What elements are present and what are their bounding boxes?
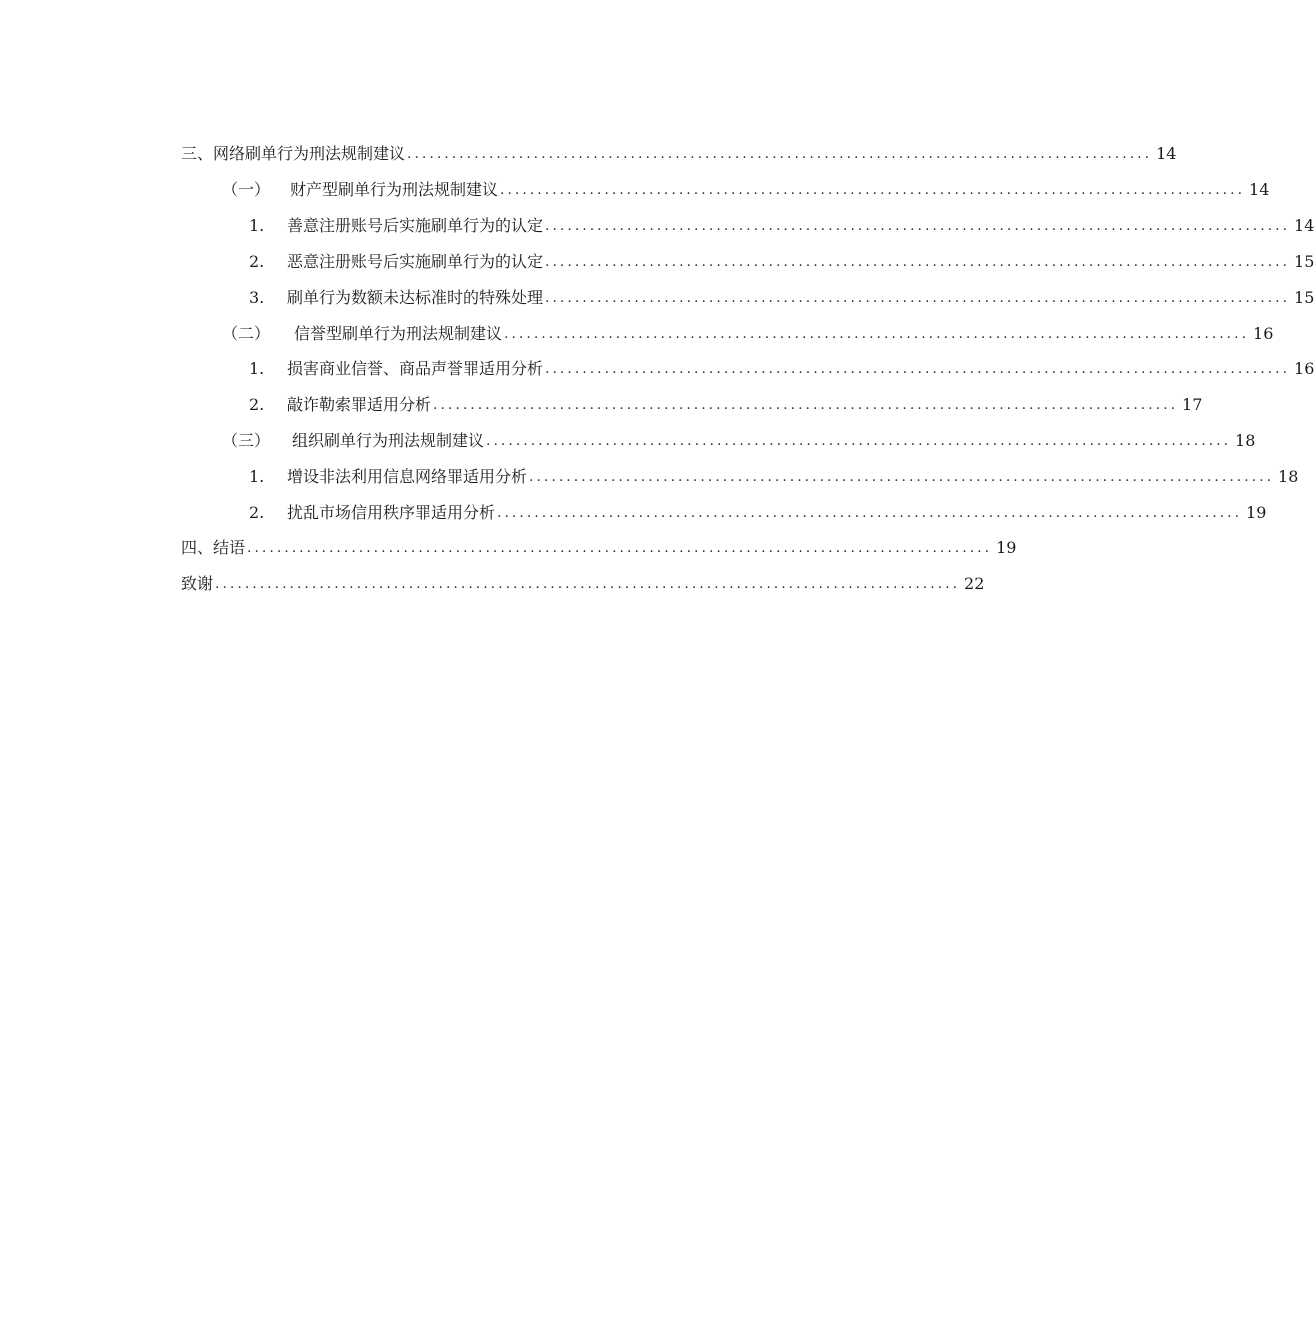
- toc-entry-page: 15: [1294, 252, 1314, 271]
- toc-leader-dots: ....................................................................................................: [433, 397, 1179, 413]
- toc-entry-section-4[interactable]: [181, 532, 1017, 558]
- toc-entry-title: 善意注册账号后实施刷单行为的认定: [287, 216, 544, 235]
- toc-entry-title: 扰乱市场信用秩序罪适用分析: [287, 503, 496, 522]
- toc-entry-title: 致谢: [181, 574, 214, 593]
- toc-entry-subsection-3-3[interactable]: [222, 425, 1256, 451]
- toc-entry-section-3[interactable]: [181, 138, 1177, 164]
- toc-entry-page: 14: [1249, 180, 1270, 199]
- toc-entry-title: 损害商业信誉、商品声誉罪适用分析: [287, 359, 544, 378]
- toc-leader-dots: ....................................................................................................: [545, 218, 1291, 234]
- toc-leader-dots: ....................................................................................................: [407, 146, 1153, 162]
- toc-entry-page: 16: [1294, 359, 1314, 378]
- toc-entry-title: 增设非法利用信息网络罪适用分析: [287, 467, 528, 486]
- toc-entry-number: 3.: [249, 288, 265, 307]
- toc-entry-page: 15: [1294, 288, 1314, 307]
- toc-entry-title: 结语: [213, 538, 246, 557]
- toc-entry-title: 敲诈勒索罪适用分析: [287, 395, 432, 414]
- toc-entry-item-3-3-2[interactable]: [249, 497, 1267, 523]
- toc-entry-number: 三、: [181, 144, 214, 163]
- toc-leader-dots: ....................................................................................................: [247, 540, 993, 556]
- toc-entry-page: 18: [1278, 467, 1299, 486]
- toc-leader-dots: ....................................................................................................: [486, 433, 1232, 449]
- toc-entry-page: 18: [1235, 431, 1256, 450]
- toc-entry-item-3-1-1[interactable]: [249, 210, 1314, 236]
- toc-leader-dots: ....................................................................................................: [545, 361, 1291, 377]
- toc-entry-item-3-1-3[interactable]: [249, 282, 1314, 308]
- toc-entry-number: （一）: [222, 180, 271, 199]
- toc-entry-number: 1.: [249, 467, 265, 486]
- toc-leader-dots: ....................................................................................................: [529, 469, 1275, 485]
- toc-leader-dots: ....................................................................................................: [497, 505, 1243, 521]
- toc-entry-item-3-3-1[interactable]: [249, 461, 1299, 487]
- toc-entry-item-3-2-1[interactable]: [249, 353, 1314, 379]
- toc-entry-number: （三）: [222, 431, 271, 450]
- toc-entry-number: （二）: [222, 324, 271, 343]
- toc-leader-dots: ....................................................................................................: [215, 576, 961, 592]
- toc-entry-title: 网络刷单行为刑法规制建议: [213, 144, 406, 163]
- toc-entry-page: 22: [964, 574, 985, 593]
- toc-entry-title: 组织刷单行为刑法规制建议: [292, 431, 485, 450]
- toc-entry-item-3-2-2[interactable]: [249, 389, 1203, 415]
- toc-entry-title: 恶意注册账号后实施刷单行为的认定: [287, 252, 544, 271]
- toc-leader-dots: ....................................................................................................: [500, 182, 1246, 198]
- toc-entry-subsection-3-1[interactable]: [222, 174, 1270, 200]
- toc-entry-acknowledgements[interactable]: [181, 568, 985, 594]
- toc-entry-number: 四、: [181, 538, 214, 557]
- toc-entry-page: 19: [1246, 503, 1267, 522]
- toc-entry-page: 14: [1156, 144, 1177, 163]
- toc-leader-dots: ....................................................................................................: [545, 290, 1291, 306]
- toc-entry-subsection-3-2[interactable]: [222, 318, 1274, 344]
- toc-entry-number: 1.: [249, 216, 265, 235]
- toc-entry-title: 信誉型刷单行为刑法规制建议: [294, 324, 503, 343]
- toc-entry-page: 14: [1294, 216, 1314, 235]
- toc-entry-page: 16: [1253, 324, 1274, 343]
- toc-entry-number: 2.: [249, 395, 265, 414]
- toc-entry-page: 17: [1182, 395, 1203, 414]
- toc-entry-number: 1.: [249, 359, 265, 378]
- toc-entry-number: 2.: [249, 503, 265, 522]
- toc-entry-title: 刷单行为数额未达标准时的特殊处理: [287, 288, 544, 307]
- toc-leader-dots: ....................................................................................................: [545, 254, 1291, 270]
- toc-entry-item-3-1-2[interactable]: [249, 246, 1314, 272]
- toc-leader-dots: ....................................................................................................: [504, 326, 1250, 342]
- toc-entry-number: 2.: [249, 252, 265, 271]
- toc-entry-page: 19: [996, 538, 1017, 557]
- toc-entry-title: 财产型刷单行为刑法规制建议: [290, 180, 499, 199]
